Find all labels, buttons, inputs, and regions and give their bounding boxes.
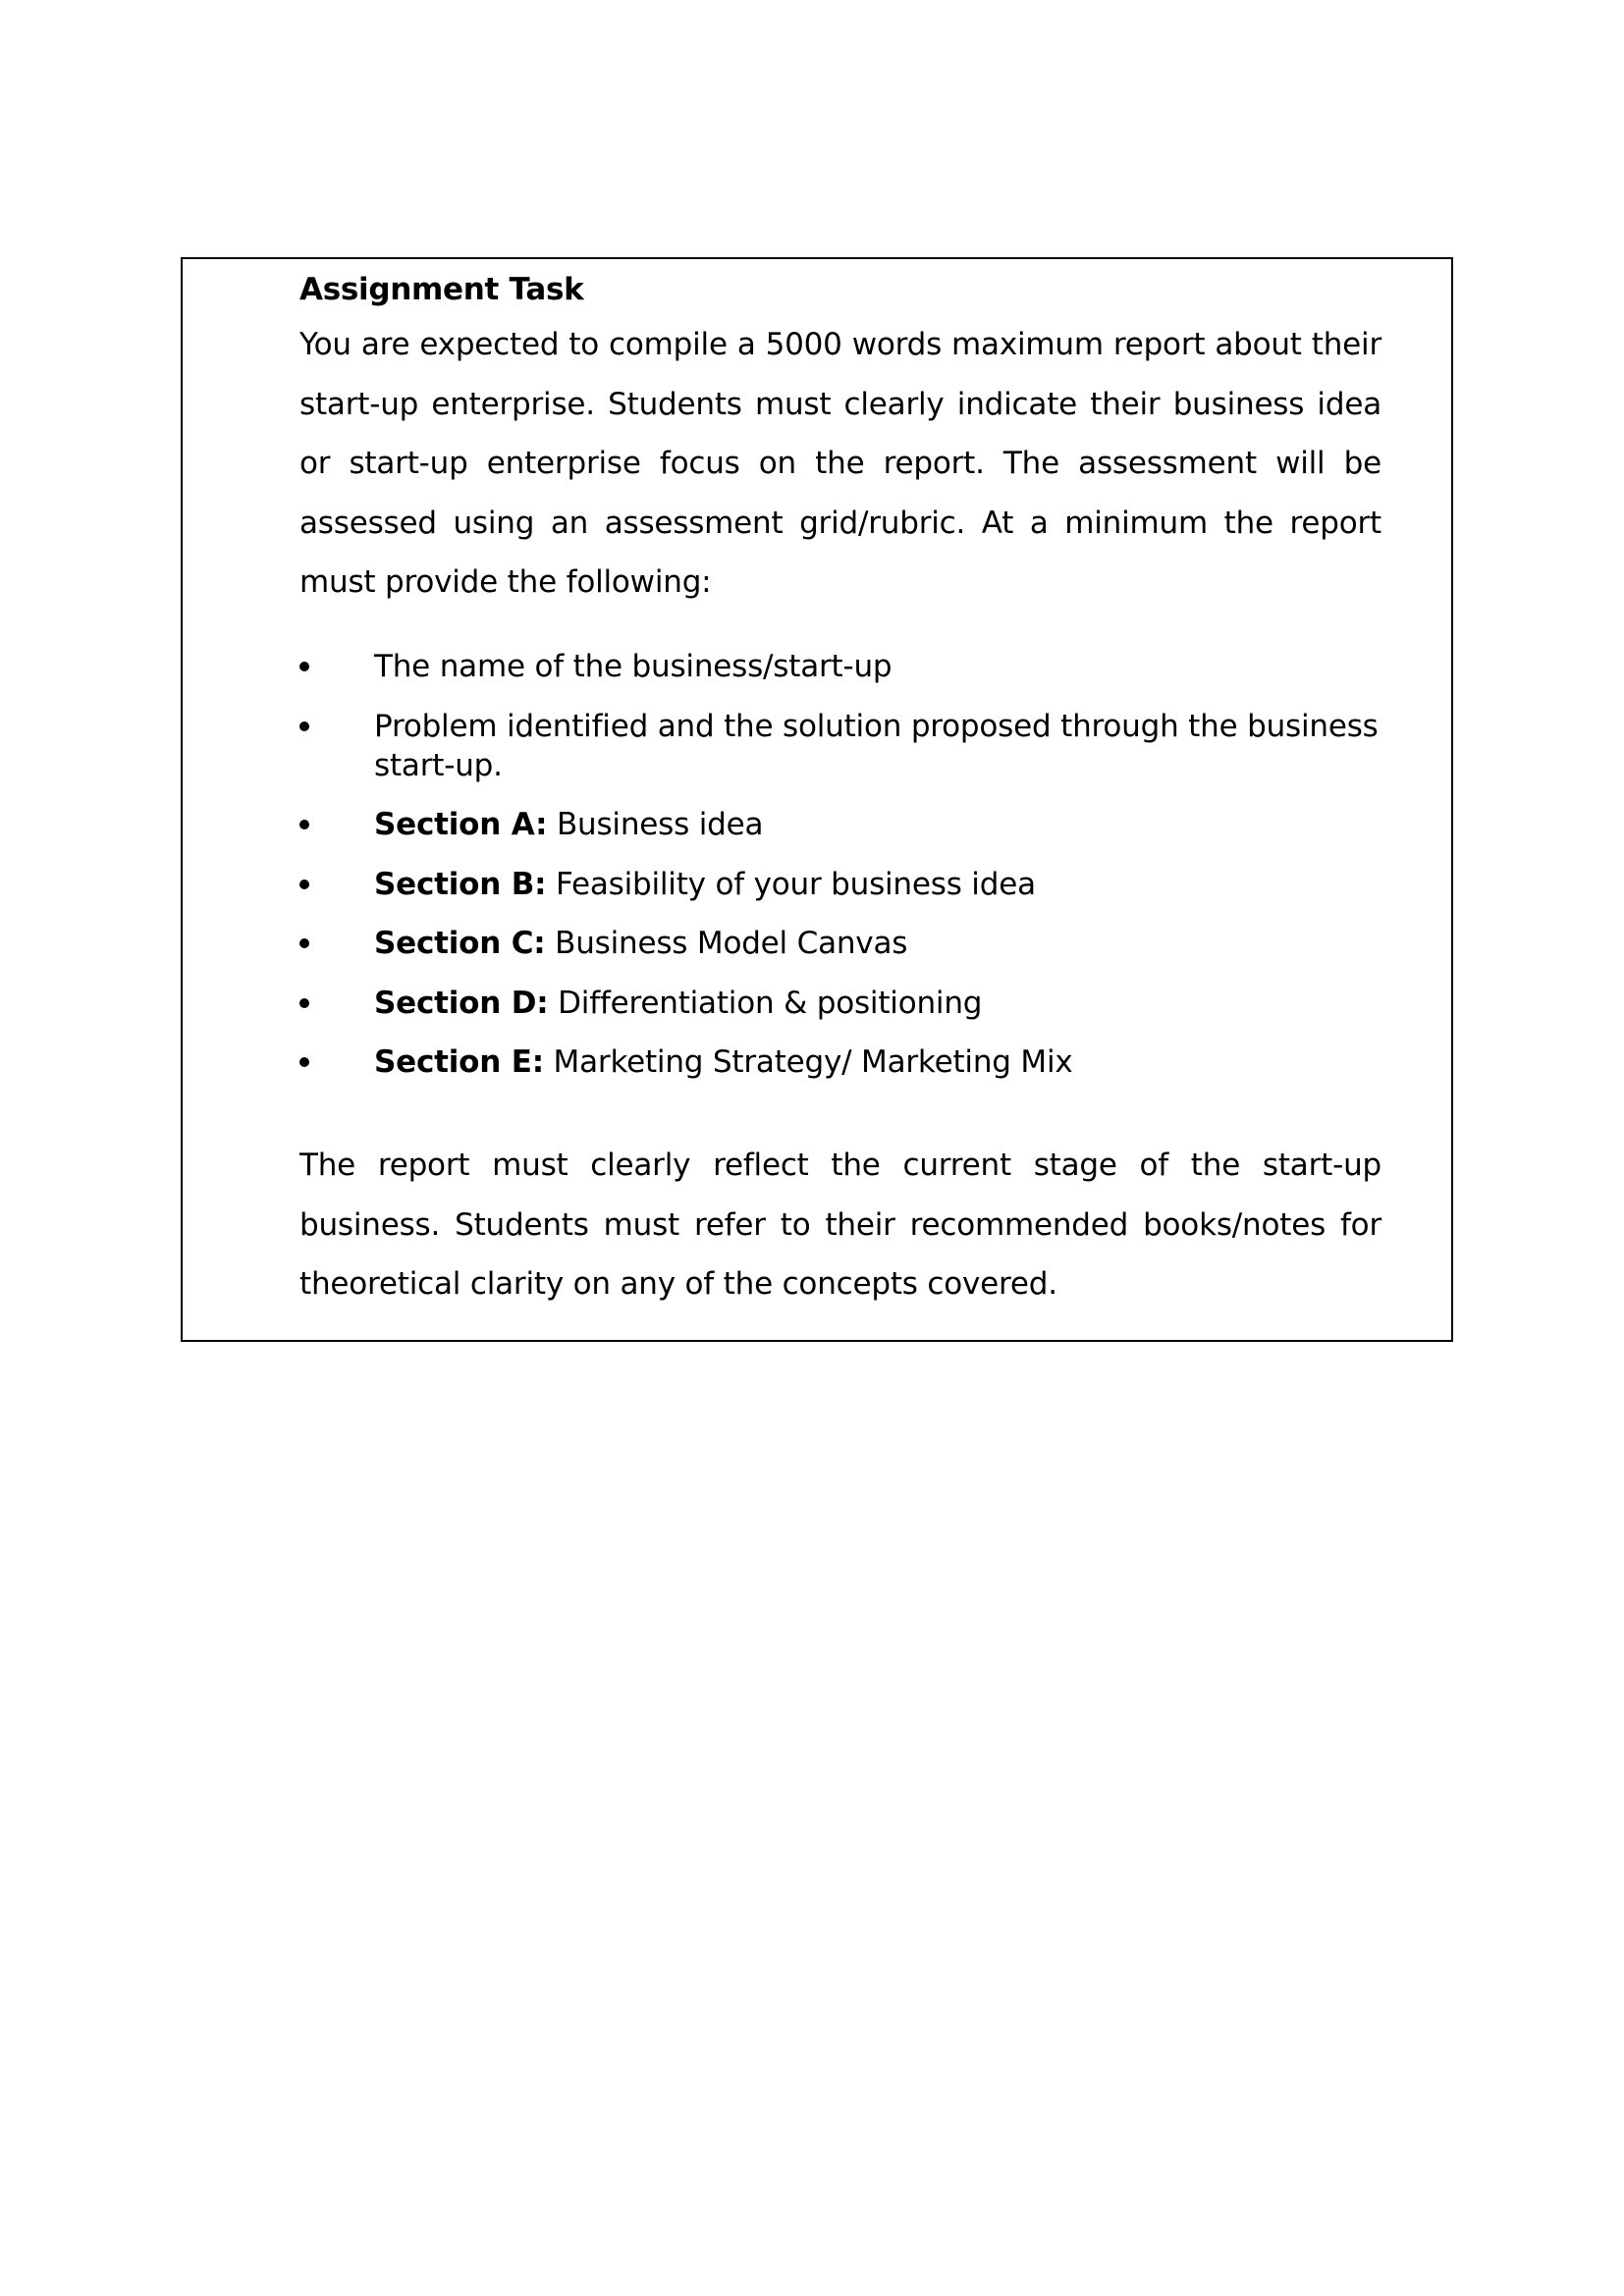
bullet-label: Section A:	[374, 807, 548, 842]
bullet-label: Section C:	[374, 926, 546, 961]
bullet-icon	[299, 820, 309, 829]
bullet-text: Business idea	[547, 807, 764, 842]
bullet-text: Feasibility of your business idea	[546, 866, 1036, 902]
bullet-icon	[299, 721, 309, 731]
bullet-label: Section E:	[374, 1044, 544, 1080]
assignment-intro: You are expected to compile a 5000 words maximum report about their start-up enterprise. Students must clearly indicate their business idea or start-up enterprise focus on the report. The assessment will be assessed using an assessment grid/rubric. At a minimum the report must provide the following:	[299, 327, 1381, 600]
bullet-label: Section D:	[374, 985, 549, 1021]
bullet-text: Marketing Strategy/ Marketing Mix	[543, 1044, 1073, 1080]
list-item	[299, 707, 1424, 785]
list-item	[299, 924, 1424, 963]
assignment-closing: The report must clearly reflect the current stage of the start-up business. Students must refer to their recommended books/notes for theoretical clarity on any of the concepts covered.	[299, 1148, 1381, 1302]
list-item	[299, 1042, 1424, 1082]
requirements-list	[299, 647, 1424, 1102]
bullet-icon	[299, 880, 309, 889]
assignment-heading: Assignment Task	[299, 272, 584, 307]
list-item	[299, 865, 1424, 904]
list-item	[299, 984, 1424, 1023]
list-item	[299, 647, 1424, 686]
bullet-text: Business Model Canvas	[545, 926, 908, 961]
bullet-icon	[299, 938, 309, 948]
bullet-text: The name of the business/start-up	[374, 649, 893, 684]
bullet-text: Problem identified and the solution proposed through the business start-up.	[374, 708, 1379, 783]
list-item	[299, 805, 1424, 844]
bullet-label: Section B:	[374, 866, 547, 902]
bullet-text: Differentiation & positioning	[548, 985, 983, 1021]
bullet-icon	[299, 1057, 309, 1067]
assignment-task-box	[181, 257, 1453, 1342]
bullet-icon	[299, 998, 309, 1008]
bullet-icon	[299, 662, 309, 671]
